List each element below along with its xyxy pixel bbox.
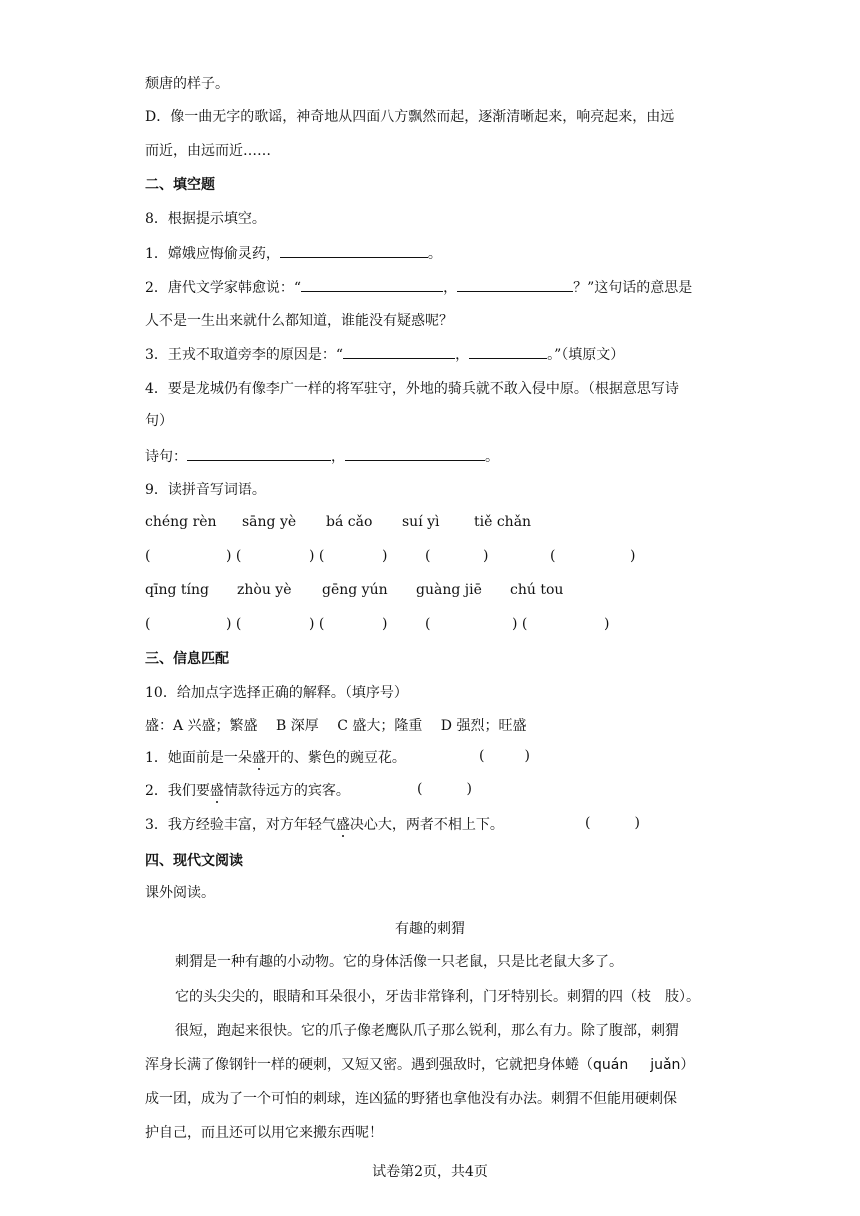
pinyin: tiě chǎn [474,514,532,530]
text: 2．我们要 [145,783,210,799]
answer-box[interactable]: ) ( [309,548,325,564]
text: 。”（填原文） [547,347,625,363]
text: ， [331,449,345,465]
section-heading: 四、现代文阅读 [145,853,243,869]
text: 3．王戎不取道旁李的原因是：“ [145,347,344,363]
passage-paragraph: 刺猬是一种有趣的小动物。它的身体活像一只老鼠，只是比老鼠大多了。 [175,954,623,970]
question-9: 9．读拼音写词语。 [145,482,266,498]
answer-blank[interactable] [280,243,428,258]
text: 诗句： [145,449,187,465]
text: 3．我方经验丰富，对方年轻气 [145,817,336,833]
answer-blank[interactable] [469,344,547,359]
answer-blank[interactable] [301,277,443,292]
text: 1．她面前是一朵 [145,750,252,766]
pinyin: suí yì [402,514,440,530]
section-heading: 三、信息匹配 [145,651,229,667]
answer-box[interactable]: ( [145,548,151,564]
text-line: 句） [145,413,173,429]
answer-box[interactable]: ( ) [585,815,640,831]
text: 。 [427,246,442,262]
text-line: 课外阅读。 [145,885,215,901]
question-8-4: 4．要是龙城仍有像李广一样的将军驻守，外地的骑兵就不敢入侵中原。（根据意思写诗 [145,381,679,397]
answer-box[interactable]: ( [145,616,151,632]
question-8-2 [145,277,692,298]
answer-box[interactable]: ( [425,616,431,632]
answer-blank[interactable] [457,277,573,292]
text: ？”这句话的意思是 [573,280,693,296]
text-line: 而近，由远而近…… [145,143,271,159]
passage-paragraph: 很短，跑起来很快。它的爪子像老鹰队爪子那么锐利，那么有力。除了腹部，刺猬 [175,1023,679,1039]
pinyin: bá cǎo [326,514,373,530]
answer-box[interactable]: ) [382,616,388,632]
text: 浑身长满了像钢针一样的硬刺，又短又密。遇到强敌时，它就把身体蜷（quán [145,1057,629,1073]
answer-box[interactable]: ) ( [226,548,242,564]
answer-box[interactable]: ) ( [226,616,242,632]
question-10: 10．给加点字选择正确的解释。（填序号） [145,685,408,701]
passage-line: 护自己，而且还可以用它来搬东西呢！ [145,1125,383,1141]
pinyin: guàng jiē [416,582,482,598]
text: juǎn） [650,1057,695,1073]
question-10-1 [145,748,406,768]
passage-line: 成一团，成为了一个可怕的刺球，连凶猛的野猪也拿他没有办法。刺猬不但能用硬刺保 [145,1091,677,1107]
answer-blank[interactable] [343,344,455,359]
answer-box[interactable]: ) ( [512,616,528,632]
question-8: 8．根据提示填空。 [145,211,266,227]
pinyin: gēng yún [322,582,388,598]
passage-title: 有趣的刺猬 [395,921,465,937]
option-d: D．像一曲无字的歌谣，神奇地从四面八方飘然而起，逐渐清晰起来，响亮起来，由远 [145,109,675,125]
definition-options: 盛：A 兴盛；繁盛 B 深厚 C 盛大；隆重 D 强烈；旺盛 [145,718,527,734]
text-line: 人不是一生出来就什么都知道，谁能没有疑惑呢？ [145,313,453,329]
answer-box[interactable]: ) [630,548,636,564]
question-10-2 [145,781,350,801]
text: ， [455,347,470,363]
answer-box[interactable]: ( ) [417,781,472,797]
text: 开的、紫色的豌豆花。 [265,750,406,766]
answer-box[interactable]: ( ) [479,748,530,764]
answer-box[interactable]: ) [483,548,489,564]
answer-blank[interactable] [345,446,485,461]
pinyin: chú tou [510,582,564,598]
text: 2．唐代文学家韩愈说：“ [145,280,302,296]
pinyin: sāng yè [242,514,297,530]
dotted-character: 盛 [335,817,350,833]
pinyin: qīng tíng [145,582,209,598]
text: 情款待远方的宾客。 [223,783,350,799]
section-heading: 二、填空题 [145,177,215,193]
text-line: 颓唐的样子。 [145,76,229,92]
answer-blank[interactable] [187,446,331,461]
pinyin: chéng rèn [145,514,217,530]
page-footer: 试卷第2页，共4页 [372,1164,488,1180]
pinyin: zhòu yè [237,582,292,598]
dotted-character: 盛 [251,750,266,766]
question-8-1 [145,243,442,264]
answer-box[interactable]: ( [425,548,431,564]
answer-box[interactable]: ) ( [309,616,325,632]
dotted-character: 盛 [209,783,224,799]
answer-box[interactable]: ( [550,548,556,564]
answer-box[interactable]: ) [604,616,610,632]
text: ， [443,280,458,296]
poem-answer-line [145,446,499,467]
text: 1．嫦娥应悔偷灵药， [145,246,280,262]
text: 。 [485,449,499,465]
answer-box[interactable]: ) [382,548,388,564]
passage-paragraph: 它的头尖尖的，眼睛和耳朵很小，牙齿非常锋利，门牙特别长。刺猬的四（枝 肢）。 [175,989,700,1005]
passage-line [145,1055,694,1075]
question-8-3 [145,344,624,365]
question-10-3 [145,815,504,835]
text: 决心大，两者不相上下。 [349,817,504,833]
